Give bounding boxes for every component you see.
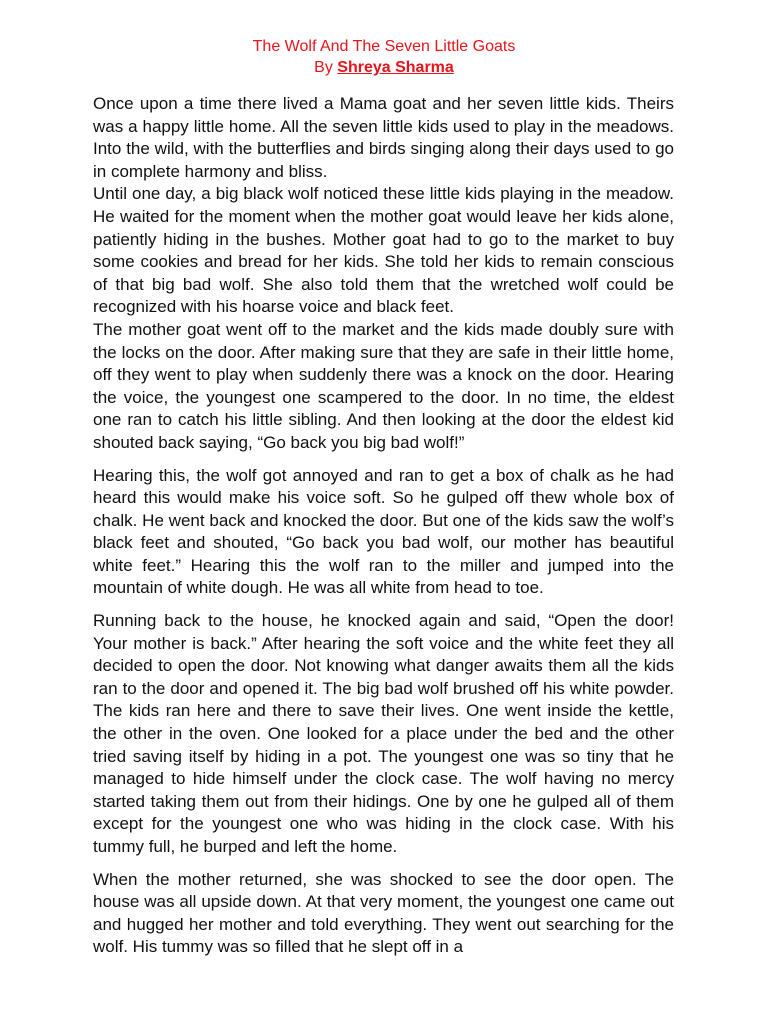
title-block: [0, 36, 768, 78]
paragraph-1: Once upon a time there lived a Mama goat and her seven little kids. Theirs was a happy little home. All the seven little kids used to play in the meadows. Into the wild, with the butterflies and birds singing along their days used to go in complete harmony and bliss.: [93, 94, 674, 181]
paragraph-6: When the mother returned, she was shocked to see the door open. The house was all upside down. At that very moment, the youngest one came out and hugged her mother and told everything. They went out searching for the wolf. His tummy was so filled that he slept off in a: [93, 869, 674, 957]
author-name: Shreya Sharma: [337, 59, 454, 76]
paragraph-5: Running back to the house, he knocked again and said, “Open the door! Your mother is back.” After hearing the soft voice and the white feet they all decided to open the door. Not knowing what danger awaits them all the kids ran to the door and opened it. The big bad wolf brushed off his white powder. The kids ran here and there to save their lives. One went inside the kettle, the other in the oven. One looked for a place under the bed and the other tried saving itself by hiding in a pot. The youngest one was so tiny that he managed to hide himself under the clock case. The wolf having no mercy started taking them out from their hidings. One by one he gulped all of them except for the youngest one who was hiding in the clock case. With his tummy full, he burped and left the home.: [93, 611, 674, 856]
byline-prefix: By: [314, 59, 333, 76]
byline: [0, 57, 768, 78]
paragraph-4: Hearing this, the wolf got annoyed and ran to get a box of chalk as he had heard this would make his voice soft. So he gulped off thew whole box of chalk. He went back and knocked the door. But one of the kids saw the wolf’s black feet and shouted, “Go back you bad wolf, our mother has beautiful white feet.” Hearing this the wolf ran to the miller and jumped into the mountain of white dough. He was all white from head to toe.: [93, 465, 674, 598]
story-body: [93, 93, 674, 959]
story-title: The Wolf And The Seven Little Goats: [252, 38, 516, 55]
paragraph-2: Until one day, a big black wolf noticed these little kids playing in the meadow. He waited for the moment when the mother goat would leave her kids alone, patiently hiding in the bushes. Mother goat had to go to the market to buy some cookies and bread for her kids. She told her kids to remain conscious of that big bad wolf. She also told them that the wretched wolf could be recognized with his hoarse voice and black feet.: [93, 184, 674, 317]
paragraph-3: The mother goat went off to the market and the kids made doubly sure with the locks on the door. After making sure that they are safe in their little home, off they went to play when suddenly there was a knock on the door. Hearing the voice, the youngest one scampered to the door. In no time, the eldest one ran to catch his little sibling. And then looking at the door the eldest kid shouted back saying, “Go back you big bad wolf!”: [93, 319, 674, 452]
